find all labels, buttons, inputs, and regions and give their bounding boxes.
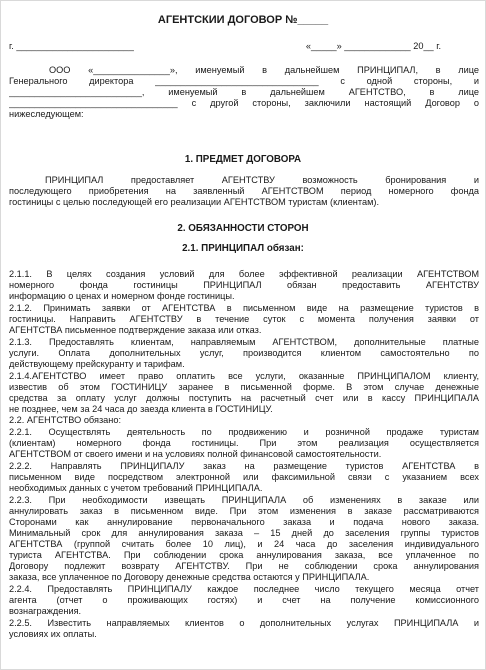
- section2-line: АГЕНТСТВА письменное подтверждение заказа или отказ.: [9, 325, 262, 335]
- section2-line: Минимальный срок для аннулирования заказа – 15 дней до заселения группы туристов: [9, 528, 479, 538]
- section2-line: 2.2.3. При необходимости извещать ПРИНЦИПАЛА об изменениях в заказе или: [9, 495, 479, 505]
- section2-line: АГЕНТСТВОМ от своего имени и на условиях полной финансовой самостоятельности.: [9, 449, 382, 459]
- intro-line-1: ООО «_______________», именуемый в дальнейшем ПРИНЦИПАЛ, в лице: [49, 65, 479, 75]
- section1-line-2: последующего приобретения на заявленный АГЕНТСТВОМ период номерного фонда: [9, 186, 479, 196]
- section2-line: 2.2.1. Осуществлять деятельность по продвижению и розничной продаже туристам: [9, 427, 479, 437]
- section1-line-1: ПРИНЦИПАЛ предоставляет АГЕНТСТВУ возможность бронирования и: [45, 175, 479, 185]
- section2-heading: 2. ОБЯЗАННОСТИ СТОРОН: [177, 223, 309, 234]
- section2-line: 2.1.1. В целях создания условий для более эффективной реализации АГЕНТСТВОМ: [9, 269, 479, 279]
- intro-line-3: __________________________, именуемый в дальнейшем АГЕНТСТВО, в лице: [9, 87, 479, 97]
- section2-line: не позднее, чем за 24 часа до заезда клиента в ГОСТИНИЦУ.: [9, 404, 273, 414]
- section2-subheading: 2.1. ПРИНЦИПАЛ обязан:: [182, 243, 304, 254]
- section2-line: 2.2.5. Известить направляемых клиентов о дополнительных услугах ПРИНЦИПАЛА и: [9, 618, 479, 628]
- section2-line: Сторонами как аннулирование первоначального заказа и подача нового заказа.: [9, 517, 479, 527]
- section2-line: 2.2.2. Направлять ПРИНЦИПАЛУ заказ на размещение туристов АГЕНТСТВА в: [9, 461, 479, 471]
- section2-line: 2.1.3. Предоставлять клиентам, направляемым АГЕНТСТВОМ, дополнительные платные: [9, 337, 479, 347]
- section2-line: гостиницы. Направить АГЕНТСТВУ в течение суток с момента получения заявки от: [9, 314, 479, 324]
- intro-line-4: _________________________________ с другой стороны, заключили настоящий Договор о: [9, 98, 479, 108]
- city-line: г. _______________________: [9, 41, 134, 51]
- section2-line: номерного фонда гостиницы ПРИНЦИПАЛ обязан предоставить АГЕНТСТВУ: [9, 280, 479, 290]
- section2-line: известив об этом ГОСТИНИЦУ заранее в письменной форме. В этом случае денежные: [9, 382, 479, 392]
- section2-line: средства за оплату услуг должны поступить на расчетный счет или в кассу ПРИНЦИПАЛА: [9, 393, 479, 403]
- document-title: АГЕНТСКИЙ ДОГОВОР №_____: [157, 15, 329, 26]
- section2-line: услуги. Оплата дополнительных услуг, производится клиентом самостоятельно по: [9, 348, 479, 358]
- section2-line: 2.1.4.АГЕНТСТВО имеет право оплатить все услуги, оказанные ПРИНЦИПАЛОМ клиенту,: [9, 371, 479, 381]
- section2-line: туриста АГЕНТСТВА. При соблюдении срока аннулирования заказа, все уплаченное по: [9, 550, 479, 560]
- section2-line: Договору подлежит возврату АГЕНТСТВУ. При не соблюдении срока аннулирования: [9, 561, 479, 571]
- section2-line: письменном виде посредством электронной или факсимильной связи с указанием всех: [9, 472, 479, 482]
- intro-line-2: Генерального директора ________________________________ с одной стороны, и: [9, 76, 479, 86]
- section2-line: условиях их оплаты.: [9, 629, 97, 639]
- section2-line: заказа, все уплаченное по Договору денежные средства остаются у ПРИНЦИПАЛА.: [9, 572, 370, 582]
- intro-line-5: нижеследующем:: [9, 109, 84, 119]
- section2-line: агента (отчет о проживающих гостях) и счет на получение комиссионного: [9, 595, 479, 605]
- section2-line: информацию о ценах и номерном фонде гостиницы.: [9, 291, 235, 301]
- section2-line: действующему прейскуранту и тарифам.: [9, 359, 185, 369]
- section2-line: (клиентам) номерного фонда гостиницы. При этом реализация осуществляется: [9, 438, 479, 448]
- section2-line: 2.1.2. Принимать заявки от АГЕНТСТВА в письменном виде на размещение туристов в: [9, 303, 479, 313]
- section2-line: аннулировать заказ в письменном виде. При этом изменения в заказе рассматриваются: [9, 506, 479, 516]
- section2-line: необходимых данных с учетом требований ПРИНЦИПАЛА.: [9, 483, 263, 493]
- section2-line: 2.2.4. Предоставлять ПРИНЦИПАЛУ каждое последнее число текущего месяца отчет: [9, 584, 479, 594]
- date-line: «_____» _____________ 20__ г.: [305, 41, 441, 51]
- section2-line: вознаграждения.: [9, 606, 82, 616]
- section1-line-3: гостиницы с целью последующей его реализации АГЕНТСТВОМ туристам (клиентам).: [9, 197, 380, 207]
- section2-line: АГЕНТСТВА (группой считать более 10 лиц), и 24 часа до заселения индивидуального: [9, 539, 479, 549]
- section1-heading: 1. ПРЕДМЕТ ДОГОВОРА: [184, 154, 302, 165]
- section2-line: 2.2. АГЕНТСТВО обязано:: [9, 415, 122, 425]
